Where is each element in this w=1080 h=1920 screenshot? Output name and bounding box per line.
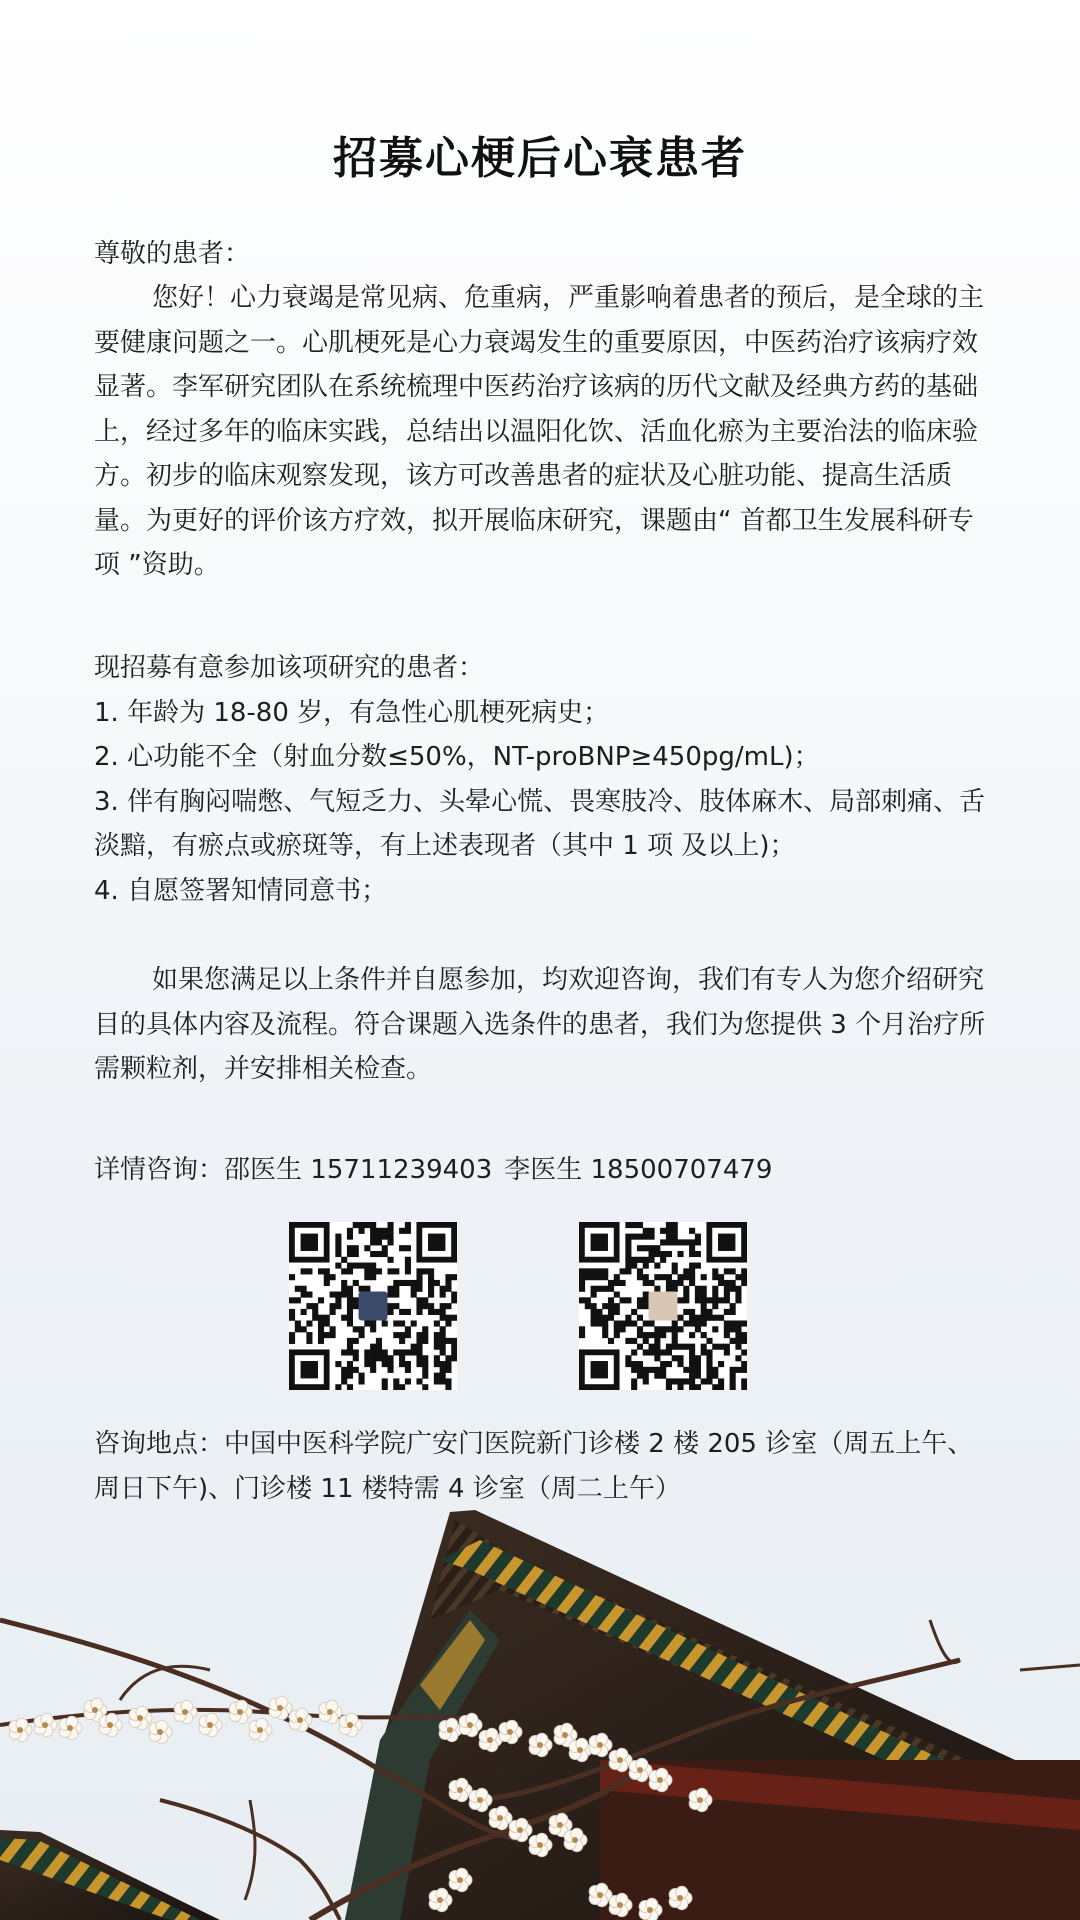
criterion-item: 3. 伴有胸闷喘憋、气短乏力、头晕心慌、畏寒肢冷、肢体麻木、局部刺痛、舌淡黯，有瘀点或瘀斑等，有上述表现者（其中 1 项 及以上)； — [94, 786, 986, 861]
criterion-item: 1. 年龄为 18-80 岁，有急性心肌梗死病史； — [94, 697, 610, 728]
criterion-item: 4. 自愿签署知情同意书； — [94, 875, 388, 906]
qr-code-icon[interactable] — [289, 1222, 457, 1390]
salutation: 尊敬的患者： — [94, 239, 251, 269]
location-info: 咨询地点：中国中医科学院广安门医院新门诊楼 2 楼 205 诊室（周五上午、周日下午)、门诊楼 11 楼特需 4 诊室（周二上午） — [94, 1429, 974, 1504]
contact-doctor-li[interactable]: 李医生 18500707479 — [504, 1155, 773, 1185]
intro-paragraph: 您好！心力衰竭是常见病、危重病，严重影响着患者的预后，是全球的主要健康问题之一。心肌梗死是心力衰竭发生的重要原因，中医药治疗该病疗效显著。李军研究团队在系统梳理中医药治疗该病的历代文献及经典方药的基础上，经过多年的临床实践，总结出以温阳化饮、活血化瘀为主要治法的临床验方。初步的临床观察发现，该方可改善患者的症状及心脏功能、提高生活质量。为更好的评价该方疗效，拟开展临床研究，课题由“ 首都卫生发展科研专项 ”资助。 — [94, 283, 985, 580]
criteria-heading: 现招募有意参加该项研究的患者： — [94, 653, 485, 683]
temple-roof-blossom-illustration — [0, 1500, 1080, 1920]
qr-code-icon[interactable] — [579, 1222, 747, 1390]
contact-label: 详情咨询： — [94, 1155, 225, 1185]
contact-line — [94, 1148, 994, 1193]
contact-doctor-shao[interactable]: 邵医生 15711239403 — [224, 1155, 493, 1185]
recruitment-criteria — [94, 646, 994, 913]
page-title: 招募心梗后心衰患者 — [333, 133, 747, 184]
closing-paragraph: 如果您满足以上条件并自愿参加，均欢迎咨询，我们有专人为您介绍研究目的具体内容及流程。符合课题入选条件的患者，我们为您提供 3 个月治疗所需颗粒剂，并安排相关检查。 — [94, 965, 986, 1084]
criterion-item: 2. 心功能不全（射血分数≤50%，NT-proBNP≥450pg/mL)； — [94, 742, 820, 772]
